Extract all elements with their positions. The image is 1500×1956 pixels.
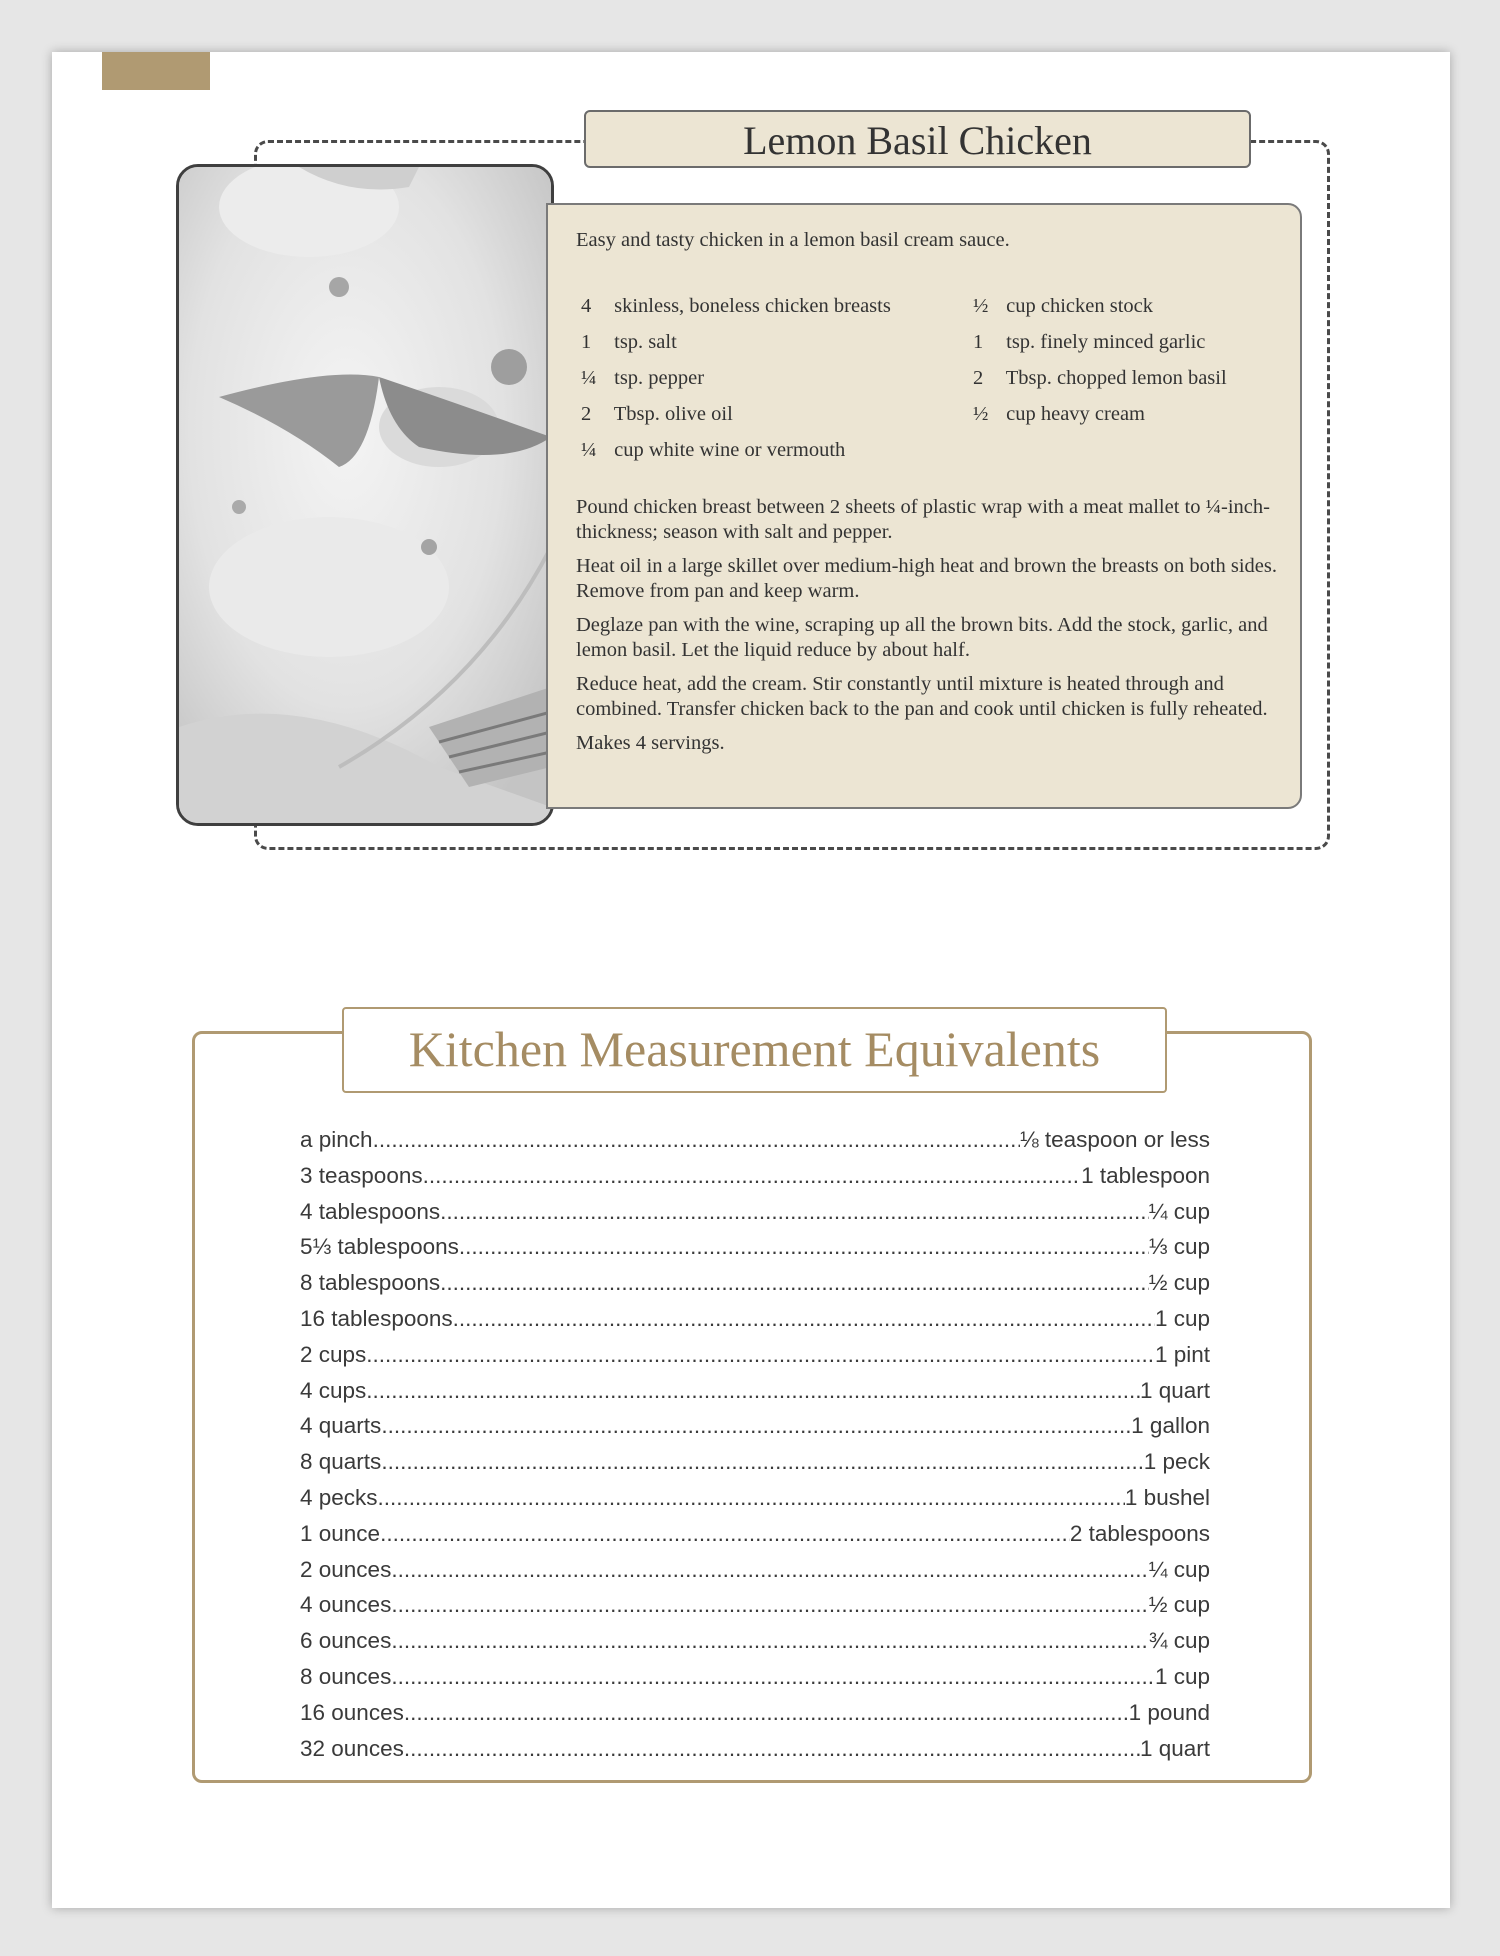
ingredient-qty: 1	[581, 331, 592, 353]
measurement-to: ¼ cup	[1148, 1198, 1210, 1224]
measurement-from: 8 tablespoons	[300, 1270, 441, 1296]
measurement-to: 1 quart	[1139, 1735, 1210, 1761]
measurement-to: 1 quart	[1139, 1377, 1210, 1403]
ingredient-qty: ¼	[581, 439, 597, 461]
ingredient-item: cup heavy cream	[1006, 403, 1145, 425]
recipe-yield: Makes 4 servings.	[576, 732, 725, 754]
dot-leader	[404, 1731, 1140, 1767]
measurement-from: 8 quarts	[300, 1449, 382, 1475]
ingredient-row	[576, 396, 891, 432]
measurement-row	[300, 1337, 1210, 1373]
ingredient-row	[576, 324, 891, 360]
ingredient-item: cup white wine or vermouth	[614, 439, 846, 461]
measurement-row	[300, 1122, 1210, 1158]
ingredient-item: cup chicken stock	[1006, 295, 1153, 317]
measurement-to: 1 cup	[1154, 1663, 1210, 1689]
measurement-to: ½ cup	[1148, 1270, 1210, 1296]
dot-leader	[391, 1659, 1155, 1695]
measurement-from: 2 cups	[300, 1341, 367, 1367]
ingredient-qty: 2	[973, 367, 984, 389]
measurement-row	[300, 1301, 1210, 1337]
measurement-to: ⅛ teaspoon or less	[1019, 1127, 1210, 1152]
recipe-intro: Easy and tasty chicken in a lemon basil cream sauce.	[576, 229, 1010, 251]
measurement-row	[300, 1695, 1210, 1731]
measurement-to: ¼ cup	[1148, 1556, 1210, 1582]
dot-leader	[391, 1587, 1148, 1623]
measurement-to: 1 pint	[1154, 1341, 1210, 1367]
measurement-row	[300, 1659, 1210, 1695]
measurement-from: 2 ounces	[300, 1556, 392, 1582]
measurement-from: 4 tablespoons	[300, 1198, 441, 1224]
ingredients-left	[576, 288, 891, 468]
dot-leader	[440, 1194, 1149, 1230]
measurement-from: 32 ounces	[300, 1735, 404, 1761]
ingredient-row	[576, 360, 891, 396]
measurement-row	[300, 1158, 1210, 1194]
measurement-to: 1 cup	[1154, 1305, 1210, 1331]
measurement-row	[300, 1516, 1210, 1552]
measurement-row	[300, 1623, 1210, 1659]
ingredient-qty: ½	[973, 295, 989, 317]
measurement-row	[300, 1408, 1210, 1444]
ingredients-right	[968, 288, 1227, 432]
dot-leader	[380, 1516, 1070, 1552]
measurement-from: 5⅓ tablespoons	[300, 1234, 459, 1260]
ingredient-qty: ½	[973, 403, 989, 425]
ingredient-qty: 1	[973, 331, 984, 353]
dot-leader	[381, 1408, 1131, 1444]
recipe-step: Pound chicken breast between 2 sheets of plastic wrap with a meat mallet to ¼-inch-thickness; season with salt and pepper.	[576, 496, 1270, 543]
measurement-row	[300, 1480, 1210, 1516]
dot-leader	[366, 1337, 1155, 1373]
measurements-list	[300, 1122, 1210, 1766]
dot-leader	[459, 1229, 1149, 1265]
measurement-from: 3 teaspoons	[300, 1162, 423, 1188]
ingredient-row	[968, 324, 1227, 360]
ingredient-qty: ¼	[581, 367, 597, 389]
ingredient-row	[576, 288, 891, 324]
measurement-from: a pinch	[300, 1127, 373, 1152]
ingredient-item: Tbsp. olive oil	[613, 403, 733, 425]
measurement-to: 1 tablespoon	[1081, 1162, 1210, 1188]
ingredient-row	[576, 432, 891, 468]
dot-leader	[381, 1444, 1143, 1480]
recipe-step: Deglaze pan with the wine, scraping up all the brown bits. Add the stock, garlic, and lemon basil. Let the liquid reduce by about half.	[576, 614, 1268, 661]
recipe-step: Reduce heat, add the cream. Stir constantly until mixture is heated through and combined. Transfer chicken back to the pan and cook until chicken is fully reheated.	[576, 673, 1268, 720]
measurement-row	[300, 1587, 1210, 1623]
measurement-row	[300, 1265, 1210, 1301]
dot-leader	[373, 1122, 1020, 1158]
measurement-from: 4 quarts	[300, 1413, 382, 1439]
ingredient-qty: 2	[581, 403, 592, 425]
measurement-from: 4 pecks	[300, 1484, 378, 1510]
dot-leader	[378, 1480, 1125, 1516]
dot-leader	[366, 1373, 1140, 1409]
measurement-from: 6 ounces	[300, 1628, 392, 1654]
dot-leader	[440, 1265, 1149, 1301]
ingredient-item: Tbsp. chopped lemon basil	[1005, 367, 1227, 389]
ingredient-item: skinless, boneless chicken breasts	[614, 295, 891, 317]
measurement-row	[300, 1444, 1210, 1480]
measurement-from: 16 ounces	[300, 1699, 404, 1725]
measurement-row	[300, 1194, 1210, 1230]
recipe-title: Lemon Basil Chicken	[584, 110, 1251, 168]
dot-leader	[453, 1301, 1155, 1337]
measurement-row	[300, 1552, 1210, 1588]
recipe-photo	[176, 164, 554, 826]
recipe-steps	[576, 495, 1286, 766]
ingredient-item: tsp. pepper	[614, 367, 705, 389]
measurements-title: Kitchen Measurement Equivalents	[342, 1007, 1167, 1093]
measurement-row	[300, 1731, 1210, 1767]
corner-tab	[102, 52, 210, 90]
ingredient-row	[968, 396, 1227, 432]
measurement-from: 16 tablespoons	[300, 1305, 453, 1331]
measurement-to: ⅓ cup	[1148, 1234, 1210, 1260]
measurement-from: 4 ounces	[300, 1592, 392, 1618]
measurement-to: 1 peck	[1143, 1449, 1210, 1475]
measurement-from: 8 ounces	[300, 1663, 392, 1689]
measurement-to: 1 pound	[1128, 1699, 1210, 1725]
recipe-step: Heat oil in a large skillet over medium-high heat and brown the breasts on both sides. Remove from pan and keep warm.	[576, 555, 1278, 602]
dot-leader	[391, 1623, 1148, 1659]
ingredient-row	[968, 288, 1227, 324]
measurement-to: 1 bushel	[1124, 1484, 1210, 1510]
food-photo-illustration	[179, 167, 551, 823]
ingredient-row	[968, 360, 1227, 396]
measurement-from: 1 ounce	[300, 1520, 381, 1546]
measurement-to: 2 tablespoons	[1069, 1520, 1210, 1546]
measurement-to: ½ cup	[1148, 1592, 1210, 1618]
ingredient-item: tsp. salt	[614, 331, 677, 353]
measurement-to: 1 gallon	[1131, 1413, 1210, 1439]
recipe-card	[546, 203, 1302, 809]
measurement-to: ¾ cup	[1148, 1628, 1210, 1654]
ingredient-item: tsp. finely minced garlic	[1006, 331, 1206, 353]
cookbook-page	[52, 52, 1450, 1908]
measurement-from: 4 cups	[300, 1377, 367, 1403]
measurement-row	[300, 1229, 1210, 1265]
ingredient-qty: 4	[581, 295, 592, 317]
measurement-row	[300, 1373, 1210, 1409]
dot-leader	[423, 1158, 1082, 1194]
dot-leader	[404, 1695, 1129, 1731]
dot-leader	[391, 1552, 1148, 1588]
